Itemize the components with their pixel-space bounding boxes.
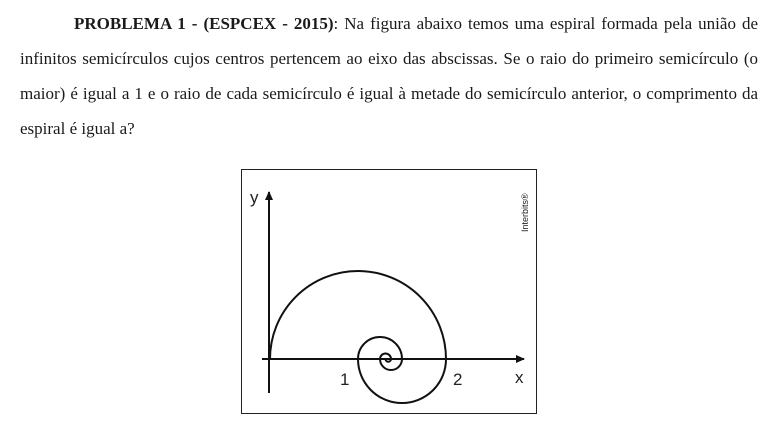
tick-label-2: 2 (453, 370, 463, 389)
watermark-text: Interbits® (520, 193, 530, 232)
problem-text: : Na figura abaixo temos uma espiral formada pela união de infinitos semicírculos cujos centros pertencem ao eixo das abscissas. Se o raio do primeiro semicírculo (o maior) é igual a 1 e o raio de cada semicírculo é igual à metade do semicírculo anterior, o comprimento da espiral é igual a? (20, 14, 758, 138)
spiral-curve (270, 271, 446, 403)
problem-statement (20, 6, 758, 146)
tick-label-1: 1 (340, 370, 350, 389)
y-axis-label: y (250, 188, 259, 207)
problem-heading: PROBLEMA 1 - (ESPCEX - 2015) (74, 14, 334, 33)
spiral-figure (241, 169, 537, 414)
spiral-diagram (242, 170, 538, 415)
x-axis-label: x (515, 368, 524, 387)
